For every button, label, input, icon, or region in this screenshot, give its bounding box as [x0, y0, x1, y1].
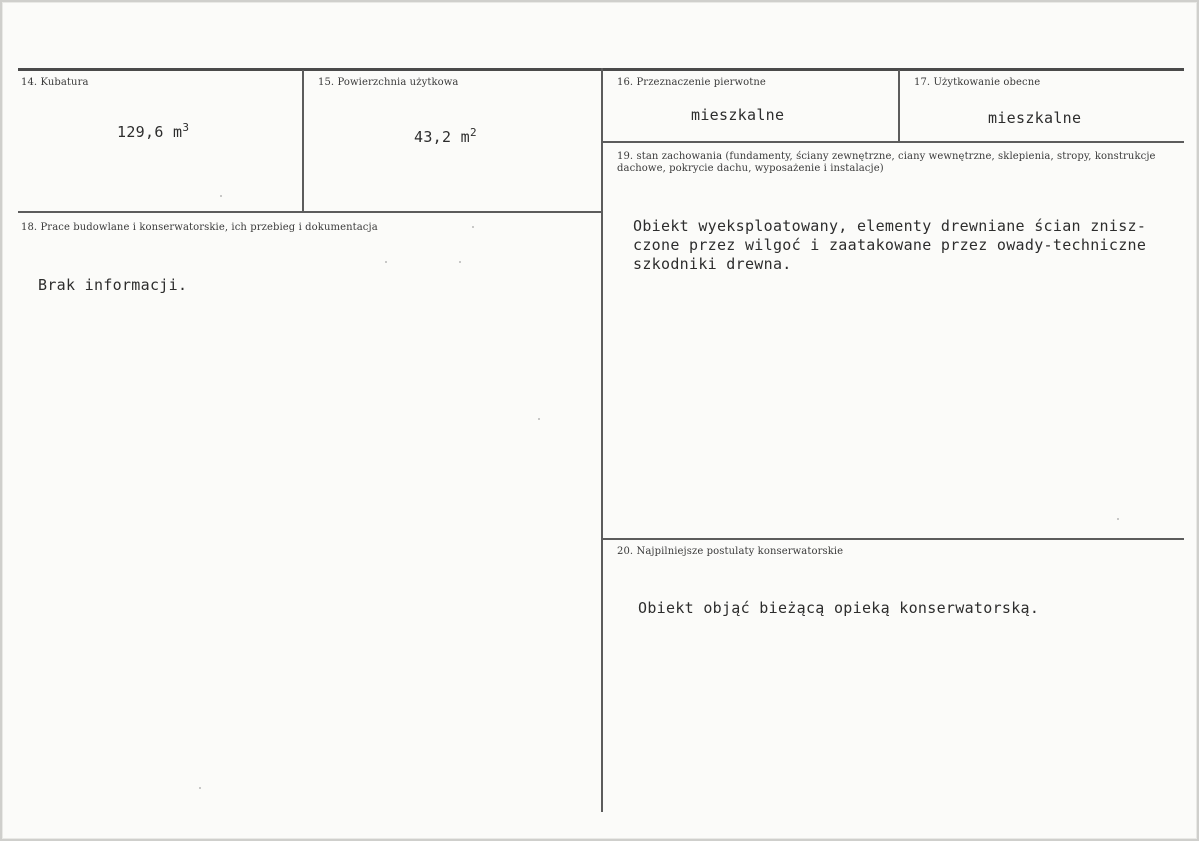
- rule-under-19: [603, 538, 1184, 540]
- divider-16-17: [898, 70, 900, 142]
- field-16-label: 16. Przeznaczenie pierwotne: [617, 77, 766, 88]
- field-17-value: mieszkalne: [988, 109, 1082, 127]
- paper-speck: [220, 195, 222, 197]
- field-16-value: mieszkalne: [691, 106, 785, 124]
- field-18-label: 18. Prace budowlane i konserwatorskie, ich przebieg i dokumentacja: [21, 222, 378, 233]
- field-15-number: 43,2: [414, 128, 452, 146]
- field-14-value: [117, 123, 189, 141]
- paper-speck: [1117, 518, 1119, 520]
- rule-under-16-17: [603, 141, 1184, 143]
- field-18-value: Brak informacji.: [38, 276, 188, 294]
- field-20-value: Obiekt objąć bieżącą opieką konserwatorską.: [638, 599, 1040, 617]
- field-17-label: 17. Użytkowanie obecne: [914, 77, 1041, 88]
- field-14-unit: m: [173, 123, 183, 141]
- field-14-unit-exp: 3: [182, 121, 190, 134]
- field-19-label: 19. stan zachowania (fundamenty, ściany zewnętrzne, ciany wewnętrzne, sklepienia, stropy, konstrukcje dachowe, pokrycie dachu, wyposażenie i instalacje): [617, 151, 1156, 174]
- field-15-label: 15. Powierzchnia użytkowa: [318, 77, 459, 88]
- field-20-label: 20. Najpilniejsze postulaty konserwatorskie: [617, 546, 844, 557]
- field-14-number: 129,6: [117, 123, 164, 141]
- field-15-unit: m: [460, 128, 471, 146]
- paper-speck: [538, 418, 540, 420]
- rule-under-14-15: [18, 211, 602, 213]
- field-15-value: [414, 128, 477, 146]
- field-19-value: Obiekt wyeksploatowany, elementy drewniane ścian znisz- czone przez wilgoć i zaatakowane przez owady-techniczne szkodniki drewna.: [633, 217, 1147, 273]
- paper-speck: [459, 261, 461, 263]
- paper-speck: [199, 787, 201, 789]
- field-15-unit-exp: 2: [470, 126, 477, 139]
- paper-speck: [472, 226, 474, 228]
- center-divider: [601, 68, 603, 812]
- divider-14-15: [302, 70, 304, 212]
- field-14-label: 14. Kubatura: [21, 77, 89, 88]
- paper-speck: [385, 261, 387, 263]
